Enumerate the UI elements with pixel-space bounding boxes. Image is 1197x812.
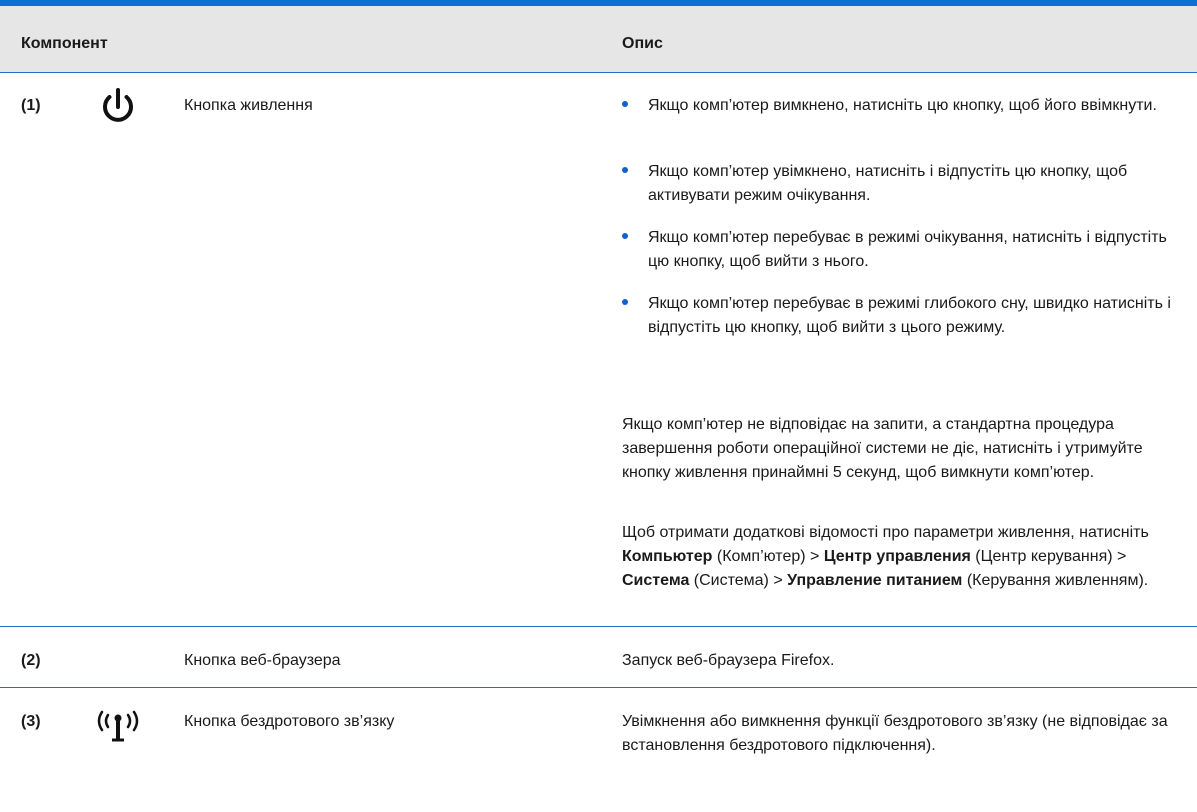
- note-paragraph: Якщо комп’ютер не відповідає на запити, а стандартна процедура завершення роботи операційної системи не діє, натисніть і утримуйте кнопку живлення принаймні 5 секунд, щоб вимкнути комп’ютер.: [622, 416, 1143, 481]
- bullet-text: Якщо комп’ютер перебуває в режимі очікування, натисніть і відпустіть цю кнопку, щоб вийти з нього.: [648, 229, 1167, 270]
- power-icon: [94, 83, 142, 131]
- header-component: Компонент: [21, 35, 108, 52]
- component-description: Запуск веб-браузера Firefox.: [622, 652, 835, 669]
- header-description: Опис: [622, 35, 663, 52]
- component-description: Увімкнення або вимкнення функції бездротового зв’язку (не відповідає за встановлення бездротового підключення).: [622, 713, 1168, 754]
- bullet-icon: [622, 101, 628, 107]
- bullet-icon: [622, 233, 628, 239]
- row-divider: [0, 626, 1197, 627]
- header-divider: [0, 72, 1197, 73]
- row-number: (2): [21, 652, 41, 669]
- table-header: [0, 6, 1197, 72]
- component-name: Кнопка бездротового зв’язку: [184, 713, 395, 730]
- bullet-icon: [622, 167, 628, 173]
- bullet-icon: [622, 299, 628, 305]
- row-number: (1): [21, 97, 41, 114]
- component-name: Кнопка веб-браузера: [184, 652, 341, 669]
- bullet-text: Якщо комп’ютер перебуває в режимі глибокого сну, швидко натисніть і відпустіть цю кнопку, щоб вийти з цього режиму.: [648, 295, 1171, 336]
- row-number: (3): [21, 713, 41, 730]
- more-info-paragraph: Щоб отримати додаткові відомості про параметри живлення, натисніть Компьютер (Комп’ютер) > Центр управления (Центр керування) > Система (Система) > Управление питанием (Керування живленням).: [622, 524, 1149, 589]
- bullet-text: Якщо комп’ютер вимкнено, натисніть цю кнопку, щоб його ввімкнути.: [648, 97, 1157, 114]
- wireless-icon: [93, 704, 143, 744]
- component-name: Кнопка живлення: [184, 97, 313, 114]
- row-divider: [0, 687, 1197, 688]
- bullet-text: Якщо комп’ютер увімкнено, натисніть і відпустіть цю кнопку, щоб активувати режим очікування.: [648, 163, 1128, 204]
